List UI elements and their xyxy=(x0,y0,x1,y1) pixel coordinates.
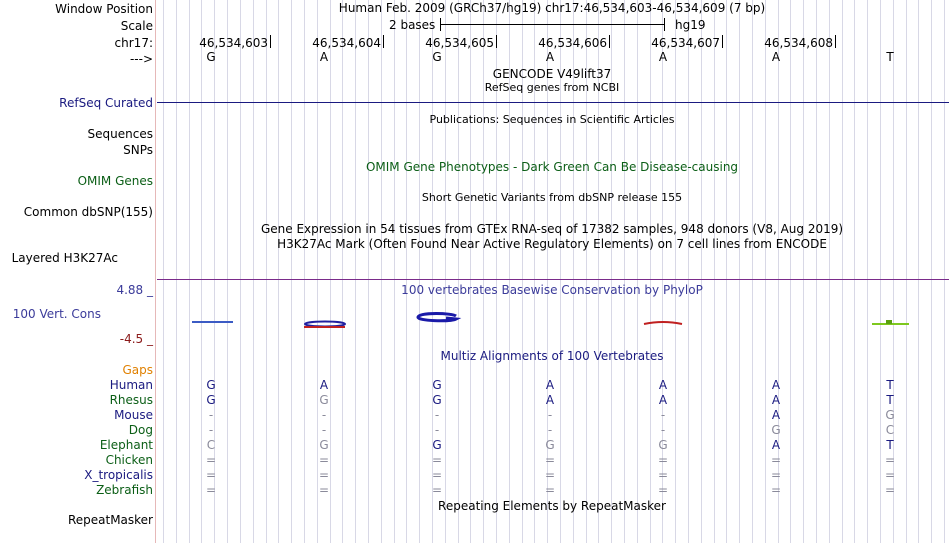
strand-label[interactable]: ---> xyxy=(129,52,153,66)
species-label[interactable]: Elephant xyxy=(99,438,153,452)
alignment-base: = xyxy=(544,468,556,482)
gencode-track-title[interactable]: GENCODE V49lift37 xyxy=(492,67,612,81)
alignment-base: = xyxy=(544,453,556,467)
alignment-base: G xyxy=(206,393,216,407)
phylop-track-title[interactable]: 100 vertebrates Basewise Conservation by PhyloP xyxy=(401,283,703,297)
gtex-track-title[interactable]: Gene Expression in 54 tissues from GTEx RNA-seq of 17382 samples, 948 donors (V8, Aug 2019) xyxy=(260,222,844,236)
alignment-base: = xyxy=(884,453,896,467)
dbsnp-track-title[interactable]: Short Genetic Variants from dbSNP release 155 xyxy=(421,191,683,204)
alignment-base: = xyxy=(431,483,443,497)
alignment-base: G xyxy=(319,393,329,407)
alignment-base: T xyxy=(886,378,894,392)
alignment-base: - xyxy=(660,423,666,437)
ruler-coord: 46,534,604 xyxy=(312,36,381,50)
publications-track-title[interactable]: Publications: Sequences in Scientific Articles xyxy=(429,113,675,126)
ruler-coord: 46,534,608 xyxy=(764,36,833,50)
window-position-label: Window Position xyxy=(55,2,153,16)
alignment-base: C xyxy=(206,438,216,452)
ref-base: A xyxy=(319,50,329,64)
alignment-base: - xyxy=(321,408,327,422)
species-label[interactable]: Dog xyxy=(128,423,153,437)
alignment-base: T xyxy=(886,393,894,407)
alignment-base: - xyxy=(208,408,214,422)
species-label[interactable]: Human xyxy=(109,378,153,392)
alignment-base: G xyxy=(658,438,668,452)
cons-glyph-neg xyxy=(644,322,682,324)
ref-base: G xyxy=(432,50,442,64)
sequences-label[interactable]: Sequences xyxy=(87,127,153,141)
alignment-base: = xyxy=(205,483,217,497)
alignment-base: A xyxy=(771,438,781,452)
repeatmasker-label[interactable]: RepeatMasker xyxy=(67,513,153,527)
alignment-base: = xyxy=(544,483,556,497)
cons-glyph-A xyxy=(305,322,345,327)
scale-text: 2 bases xyxy=(389,18,436,32)
alignment-base: G xyxy=(319,438,329,452)
window-position-text: Human Feb. 2009 (GRCh37/hg19) chr17:46,534,603-46,534,609 (7 bp) xyxy=(338,1,766,15)
species-label[interactable]: X_tropicalis xyxy=(84,468,153,482)
alignment-base: = xyxy=(770,468,782,482)
layered-h3k27ac-label[interactable]: Layered H3K27Ac xyxy=(11,251,118,265)
scale-label: Scale xyxy=(120,19,153,33)
omim-genes-label[interactable]: OMIM Genes xyxy=(77,174,153,188)
alignment-base: - xyxy=(547,408,553,422)
alignment-base: T xyxy=(886,438,894,452)
alignment-base: A xyxy=(319,378,329,392)
alignment-base: = xyxy=(657,468,669,482)
alignment-base: G xyxy=(206,378,216,392)
alignment-base: - xyxy=(434,423,440,437)
alignment-base: = xyxy=(431,453,443,467)
alignment-base: G xyxy=(771,423,781,437)
alignment-base: A xyxy=(658,378,668,392)
phylop-max-label: 4.88 _ xyxy=(116,283,153,297)
alignment-base: G xyxy=(545,438,555,452)
h3k27ac-track-title[interactable]: H3K27Ac Mark (Often Found Near Active Regulatory Elements) on 7 cell lines from ENCODE xyxy=(277,237,827,251)
alignment-base: G xyxy=(885,408,895,422)
alignment-base: G xyxy=(432,393,442,407)
chrom-label: chr17: xyxy=(114,36,153,50)
cons-bar xyxy=(192,321,233,323)
ruler-coord: 46,534,606 xyxy=(538,36,607,50)
ref-base: A xyxy=(771,50,781,64)
alignment-base: C xyxy=(885,423,895,437)
species-label[interactable]: Mouse xyxy=(114,408,153,422)
snps-label[interactable]: SNPs xyxy=(123,143,153,157)
cons-bar-green-mid xyxy=(886,320,892,324)
cons-glyph-G-large xyxy=(418,314,456,321)
alignment-base: G xyxy=(432,378,442,392)
alignment-base: A xyxy=(771,393,781,407)
alignment-base: A xyxy=(658,393,668,407)
species-label[interactable]: Zebrafish xyxy=(96,483,153,497)
alignment-base: - xyxy=(321,423,327,437)
ruler-coord: 46,534,603 xyxy=(199,36,268,50)
repeatmasker-track-title[interactable]: Repeating Elements by RepeatMasker xyxy=(438,499,666,513)
alignment-base: A xyxy=(771,408,781,422)
alignment-base: G xyxy=(432,438,442,452)
ref-base: A xyxy=(658,50,668,64)
alignment-base: = xyxy=(884,468,896,482)
vert-cons-label[interactable]: 100 Vert. Cons xyxy=(12,307,101,321)
alignment-base: = xyxy=(657,483,669,497)
phylop-min-label: -4.5 _ xyxy=(119,332,153,346)
alignment-base: = xyxy=(770,483,782,497)
scale-db: hg19 xyxy=(675,18,706,32)
alignment-base: - xyxy=(208,423,214,437)
ruler-coord: 46,534,605 xyxy=(425,36,494,50)
alignment-base: - xyxy=(434,408,440,422)
omim-track-title[interactable]: OMIM Gene Phenotypes - Dark Green Can Be Disease-causing xyxy=(365,160,739,174)
gaps-label[interactable]: Gaps xyxy=(122,363,153,377)
ref-base: T xyxy=(886,50,894,64)
refseq-curated-label[interactable]: RefSeq Curated xyxy=(59,96,153,110)
alignment-base: - xyxy=(660,408,666,422)
common-dbsnp-label[interactable]: Common dbSNP(155) xyxy=(23,205,153,219)
multiz-track-title[interactable]: Multiz Alignments of 100 Vertebrates xyxy=(440,349,664,363)
species-label[interactable]: Chicken xyxy=(105,453,153,467)
alignment-base: = xyxy=(318,468,330,482)
alignment-base: = xyxy=(205,453,217,467)
alignment-base: = xyxy=(431,468,443,482)
ref-base: G xyxy=(206,50,216,64)
ref-base: A xyxy=(545,50,555,64)
alignment-base: - xyxy=(547,423,553,437)
alignment-base: A xyxy=(545,393,555,407)
alignment-base: A xyxy=(545,378,555,392)
ruler-coord: 46,534,607 xyxy=(651,36,720,50)
species-label[interactable]: Rhesus xyxy=(109,393,153,407)
alignment-base: = xyxy=(318,483,330,497)
alignment-base: = xyxy=(318,453,330,467)
alignment-base: = xyxy=(770,453,782,467)
alignment-base: = xyxy=(884,483,896,497)
alignment-base: A xyxy=(771,378,781,392)
alignment-base: = xyxy=(205,468,217,482)
refseq-track-subtitle: RefSeq genes from NCBI xyxy=(484,81,620,94)
alignment-base: = xyxy=(657,453,669,467)
